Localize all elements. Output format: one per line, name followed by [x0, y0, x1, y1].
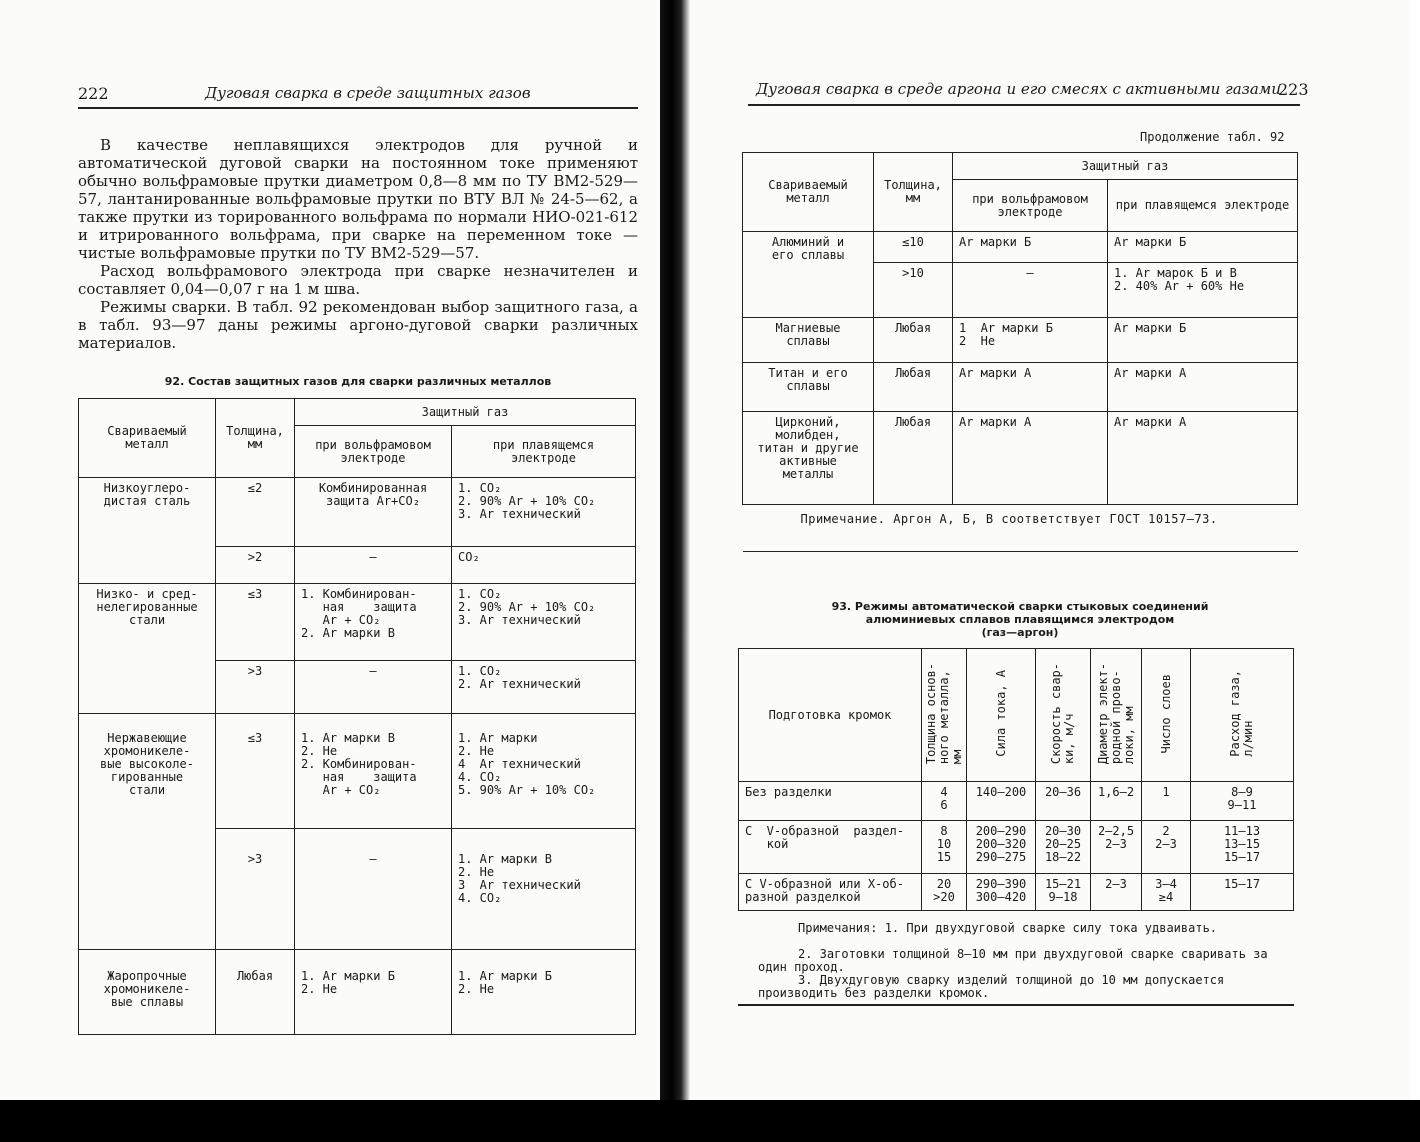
- t92c-metal: Магниевые сплавы: [743, 318, 874, 363]
- t92c-tungsten: —: [953, 263, 1108, 318]
- t93-note-1: Примечания: 1. При двухдуговой сварке силу тока удваивать.: [798, 921, 1218, 935]
- table-row: [743, 412, 1298, 505]
- t93-cell: 140—200: [967, 782, 1036, 821]
- t93-cell: 8 10 15: [922, 821, 967, 874]
- t92c-consumable: Ar марки А: [1108, 412, 1298, 505]
- t93-header-prep: Подготовка кромок: [739, 649, 922, 782]
- t92-header-thickness: Толщина, мм: [216, 399, 295, 478]
- t92-header-tungsten: при вольфрамовом электроде: [295, 426, 452, 478]
- right-header-rule: [748, 104, 1300, 106]
- t92-tungsten: —: [295, 829, 452, 950]
- t93-cell: 11—13 13—15 15—17: [1191, 821, 1294, 874]
- t93-bottom-rule: [738, 1004, 1294, 1006]
- t93-cell: 4 6: [922, 782, 967, 821]
- t92-thickness: ≤3: [216, 714, 295, 829]
- left-body-text: [78, 136, 638, 352]
- t93-header-layers: Число слоев: [1142, 649, 1191, 782]
- t92-consumable: 1. CO₂ 2. 90% Ar + 10% CO₂ 3. Ar технический: [452, 584, 636, 661]
- t92-consumable: 1. Ar марки 2. He 4 Ar технический 4. CO₂ 5. 90% Ar + 10% CO₂: [452, 714, 636, 829]
- table-row: [739, 821, 1294, 874]
- t93-cell: 8—9 9—11: [1191, 782, 1294, 821]
- t92c-metal: Титан и его сплавы: [743, 363, 874, 412]
- t93-note-3: 3. Двухдуговую сварку изделий толщиной до 10 мм допускается производить без разделки кромок.: [758, 973, 1225, 1000]
- t92-tungsten: Комбинированная защита Ar+CO₂: [295, 478, 452, 547]
- t92-tungsten: —: [295, 547, 452, 584]
- t92c-thickness: ≤10: [874, 232, 953, 263]
- t92c-header-consumable: при плавящемся электроде: [1108, 180, 1298, 232]
- scan-bottom-edge: [0, 1100, 1420, 1142]
- t93-cell: 1: [1142, 782, 1191, 821]
- table93-caption: 93. Режимы автоматической сварки стыковых соединений алюминиевых сплавов плавящимся электродом (газ—аргон): [831, 600, 1209, 639]
- t92c-consumable: Ar марки Б: [1108, 232, 1298, 263]
- t92-metal: Низко- и сред- нелегированные стали: [79, 584, 216, 714]
- table92-caption: 92. Состав защитных газов для сварки различных металлов: [164, 375, 552, 388]
- t92-tungsten: 1. Ar марки Б 2. He: [295, 950, 452, 1035]
- t92-tungsten: 1. Ar марки В 2. He 2. Комбинирован- ная защита Ar + CO₂: [295, 714, 452, 829]
- t92-consumable: 1. CO₂ 2. Ar технический: [452, 661, 636, 714]
- t92c-tungsten: Ar марки Б: [953, 232, 1108, 263]
- t92c-header-metal: Свариваемый металл: [743, 153, 874, 232]
- t92-consumable: 1. Ar марки Б 2. He: [452, 950, 636, 1035]
- book-spine: [660, 0, 690, 1142]
- t93-cell: 20—36: [1036, 782, 1091, 821]
- t92c-tungsten: 1 Ar марки Б 2 He: [953, 318, 1108, 363]
- table-row: [79, 950, 636, 1035]
- t92c-header-thickness: Толщина, мм: [874, 153, 953, 232]
- table-row: [79, 714, 636, 829]
- t93-cell: 20 >20: [922, 874, 967, 911]
- right-page-number: 223: [1278, 80, 1309, 99]
- t92-thickness: Любая: [216, 950, 295, 1035]
- t93-note-2: 2. Заготовки толщиной 8—10 мм при двухдуговой сварке сваривать за один проход.: [758, 947, 1268, 974]
- t92-header-consumable: при плавящемся электроде: [452, 426, 636, 478]
- t92-consumable: 1. Ar марки В 2. He 3 Ar технический 4. CO₂: [452, 829, 636, 950]
- t93-header-thickness: Толщина основ- ного металла, мм: [922, 649, 967, 782]
- right-page: [690, 0, 1410, 1142]
- t92c-tungsten: Ar марки А: [953, 363, 1108, 412]
- t92c-metal: Алюминий и его сплавы: [743, 232, 874, 318]
- t93-header-speed: Скорость свар- ки, м/ч: [1036, 649, 1091, 782]
- t92-consumable: 1. CO₂ 2. 90% Ar + 10% CO₂ 3. Ar технический: [452, 478, 636, 547]
- t92-header-gas: Защитный газ: [295, 399, 636, 426]
- table-row: [739, 782, 1294, 821]
- t92c-thickness: Любая: [874, 412, 953, 505]
- paragraph-2: Расход вольфрамового электрода при сварке незначителен и составляет 0,04—0,07 г на 1 м шва.: [78, 262, 638, 298]
- t92c-thickness: >10: [874, 263, 953, 318]
- t92c-header-gas: Защитный газ: [953, 153, 1298, 180]
- table-row: [739, 874, 1294, 911]
- t92-tungsten: 1. Комбинирован- ная защита Ar + CO₂ 2. Ar марки В: [295, 584, 452, 661]
- t93-cell: Без разделки: [739, 782, 922, 821]
- left-header-rule: [78, 107, 638, 109]
- t93-cell: 15—17: [1191, 874, 1294, 911]
- t92-metal: Низкоуглеро- дистая сталь: [79, 478, 216, 584]
- paragraph-3: Режимы сварки. В табл. 92 рекомендован выбор защитного газа, а в табл. 93—97 даны режимы аргоно-дуговой сварки различных материалов.: [78, 298, 638, 352]
- t93-header-wire-diameter: Диаметр элект- родной прово- локи, мм: [1091, 649, 1142, 782]
- table93: [738, 648, 1294, 911]
- t92c-consumable: 1. Ar марок Б и В 2. 40% Ar + 60% He: [1108, 263, 1298, 318]
- t93-cell: 2 2—3: [1142, 821, 1191, 874]
- t92-metal: Жаропрочные хромоникеле- вые сплавы: [79, 950, 216, 1035]
- t92-thickness: >2: [216, 547, 295, 584]
- t93-cell: 2—2,5 2—3: [1091, 821, 1142, 874]
- t92c-tungsten: Ar марки А: [953, 412, 1108, 505]
- table-row: [743, 318, 1298, 363]
- t93-header-gas-flow: Расход газа, л/мин: [1191, 649, 1294, 782]
- t92-metal: Нержавеющие хромоникеле- вые высоколе- гированные стали: [79, 714, 216, 950]
- t93-cell: 1,6—2: [1091, 782, 1142, 821]
- table-row: [743, 363, 1298, 412]
- t92c-metal: Цирконий, молибден, титан и другие активные металлы: [743, 412, 874, 505]
- t92c-note: Примечание. Аргон А, Б, В соответствует ГОСТ 10157—73.: [743, 505, 1298, 552]
- t92-tungsten: —: [295, 661, 452, 714]
- t92c-consumable: Ar марки А: [1108, 363, 1298, 412]
- t93-cell: 2—3: [1091, 874, 1142, 911]
- t92-thickness: >3: [216, 829, 295, 950]
- t93-cell: 200—290 200—320 290—275: [967, 821, 1036, 874]
- t93-cell: 290—390 300—420: [967, 874, 1036, 911]
- table92-continuation: Продолжение табл. 92: [1140, 130, 1285, 144]
- t92-consumable: CO₂: [452, 547, 636, 584]
- table92: [78, 398, 636, 1035]
- t92-header-metal: Свариваемый металл: [79, 399, 216, 478]
- right-running-header: Дуговая сварка в среде аргона и его смесях с активными газами: [756, 80, 1281, 98]
- t92c-thickness: Любая: [874, 363, 953, 412]
- t93-header-current: Сила тока, А: [967, 649, 1036, 782]
- table-row: [743, 232, 1298, 263]
- paragraph-1: В качестве неплавящихся электродов для ручной и автоматической дуговой сварки на постоянном токе применяют обычно вольфрамовые прутки диаметром 0,8—8 мм по ТУ ВМ2-529—57, лантанированные вольфрамовые прутки по ВТУ ВЛ № 24-5—62, а также прутки из торированного вольфрама по нормали НИО-021-612 и итрированного вольфрама, при сварке на переменном токе — чистые вольфрамовые прутки по ТУ ВМ2-529—57.: [78, 136, 638, 262]
- t92c-consumable: Ar марки Б: [1108, 318, 1298, 363]
- t93-cell: С V-образной или X-об- разной разделкой: [739, 874, 922, 911]
- t93-cell: 20—30 20—25 18—22: [1036, 821, 1091, 874]
- table-row: [743, 505, 1298, 552]
- t93-cell: 3—4 ≥4: [1142, 874, 1191, 911]
- left-page-number: 222: [78, 84, 109, 103]
- left-running-header: Дуговая сварка в среде защитных газов: [205, 84, 531, 102]
- t92-thickness: >3: [216, 661, 295, 714]
- t92-thickness: ≤3: [216, 584, 295, 661]
- t92c-header-tungsten: при вольфрамовом электроде: [953, 180, 1108, 232]
- table-row: [79, 584, 636, 661]
- left-page: [0, 0, 660, 1142]
- t92c-thickness: Любая: [874, 318, 953, 363]
- t93-cell: С V-образной раздел- кой: [739, 821, 922, 874]
- table92-continued: [742, 152, 1298, 552]
- t93-cell: 15—21 9—18: [1036, 874, 1091, 911]
- t92-thickness: ≤2: [216, 478, 295, 547]
- table-row: [79, 478, 636, 547]
